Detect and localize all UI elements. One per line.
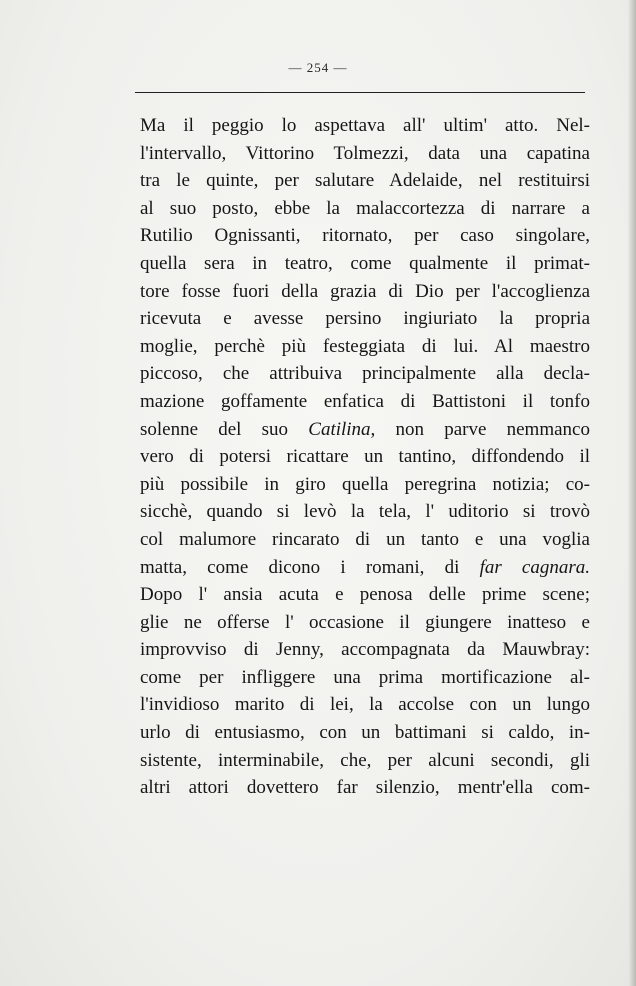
text-line: glie ne offerse l' occasione il giungere inatteso e — [140, 611, 590, 633]
text-line: altri attori dovettero far silenzio, mentr'ella com- — [140, 777, 590, 799]
text-line: improvviso di Jenny, accompagnata da Mauwbray: — [140, 639, 590, 661]
italic-phrase: far cagnara. — [479, 556, 590, 578]
text-line: quella sera in teatro, come qualmente il primat- — [140, 252, 590, 274]
text-line: come per infliggere una prima mortificazione al- — [140, 666, 590, 688]
text-segment: matta, come dicono i romani, di — [140, 556, 480, 578]
text-line: Ma il peggio lo aspettava all' ultim' atto. Nel- — [140, 115, 590, 136]
text-line: ricevuta e avesse persino ingiuriato la propria — [140, 308, 590, 330]
text-line: mazione goffamente enfatica di Battistoni il tonfo — [140, 390, 590, 412]
italic-title: Catilina, — [308, 418, 376, 440]
text-line: tra le quinte, per salutare Adelaide, nel restituirsi — [140, 170, 590, 192]
text-line: sistente, interminabile, che, per alcuni secondi, gli — [140, 749, 590, 771]
text-line: più possibile in giro quella peregrina notizia; co- — [140, 473, 590, 495]
text-line: tore fosse fuori della grazia di Dio per l'accoglienza — [140, 280, 590, 302]
text-line — [140, 416, 590, 444]
text-segment: non parve nemmanco — [375, 418, 590, 440]
text-line — [140, 554, 590, 582]
text-line: Dopo l' ansia acuta e penosa delle prime scene; — [140, 584, 590, 606]
text-line: moglie, perchè più festeggiata di lui. Al maestro — [140, 335, 590, 357]
page-number: — 254 — — [288, 60, 348, 75]
text-line: al suo posto, ebbe la malaccortezza di narrare a — [140, 197, 590, 219]
text-line: Rutilio Ognissanti, ritornato, per caso singolare, — [140, 225, 590, 247]
text-line: l'intervallo, Vittorino Tolmezzi, data una capatina — [140, 142, 590, 164]
text-line: piccoso, che attribuiva principalmente alla decla- — [140, 363, 590, 385]
body-text — [140, 112, 590, 802]
header-rule — [135, 92, 585, 93]
text-segment: solenne del suo — [140, 418, 309, 440]
page-edge-shadow — [628, 0, 636, 986]
text-line: col malumore rincarato di un tanto e una voglia — [140, 528, 590, 550]
text-line: sicchè, quando si levò la tela, l' uditorio si trovò — [140, 501, 590, 523]
text-line: l'invidioso marito di lei, la accolse con un lungo — [140, 694, 590, 716]
text-line: urlo di entusiasmo, con un battimani si caldo, in- — [140, 722, 590, 744]
text-line: vero di potersi ricattare un tantino, diffondendo il — [140, 446, 590, 468]
